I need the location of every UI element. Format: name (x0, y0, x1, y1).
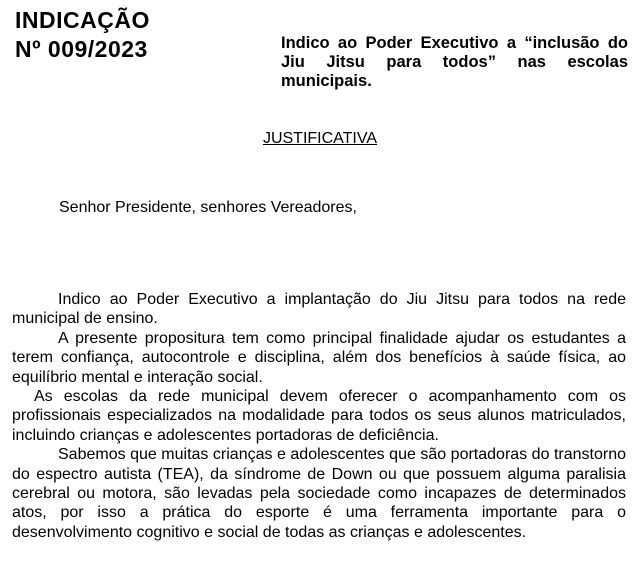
ementa-summary: Indico ao Poder Executivo a “inclusão do Jiu Jitsu para todos” nas escolas municipais. (281, 34, 628, 90)
salutation: Senhor Presidente, senhores Vereadores, (59, 199, 357, 216)
document-title (15, 6, 150, 64)
justificativa-heading: JUSTIFICATIVA (262, 130, 378, 147)
paragraph-3: As escolas da rede municipal devem oferecer o acompanhamento com os profissionais especializados na modalidade para todos os seus alunos matriculados, incluindo crianças e adolescentes portadoras de deficiência. (12, 388, 626, 444)
paragraph-4: Sabemos que muitas crianças e adolescentes que são portadoras do transtorno do espectro autista (TEA), da síndrome de Down ou que possuem alguma paralisia cerebral ou motora, são levadas pela sociedade como incapazes de determinados atos, por isso a prática do esporte é uma ferramenta importante para o desenvolvimento cognitivo e social de todas as crianças e adolescentes. (12, 446, 626, 541)
paragraph-1: Indico ao Poder Executivo a implantação do Jiu Jitsu para todos na rede municipal de ensino. (12, 291, 626, 328)
justificativa-body (12, 290, 626, 542)
title-line-indicacao: INDICAÇÃO (15, 7, 150, 33)
paragraph-2: A presente propositura tem como principal finalidade ajudar os estudantes a terem confiança, autocontrole e disciplina, além dos benefícios à saúde física, ao equilíbrio mental e interação social. (12, 329, 626, 386)
title-line-number: Nº 009/2023 (15, 36, 148, 62)
